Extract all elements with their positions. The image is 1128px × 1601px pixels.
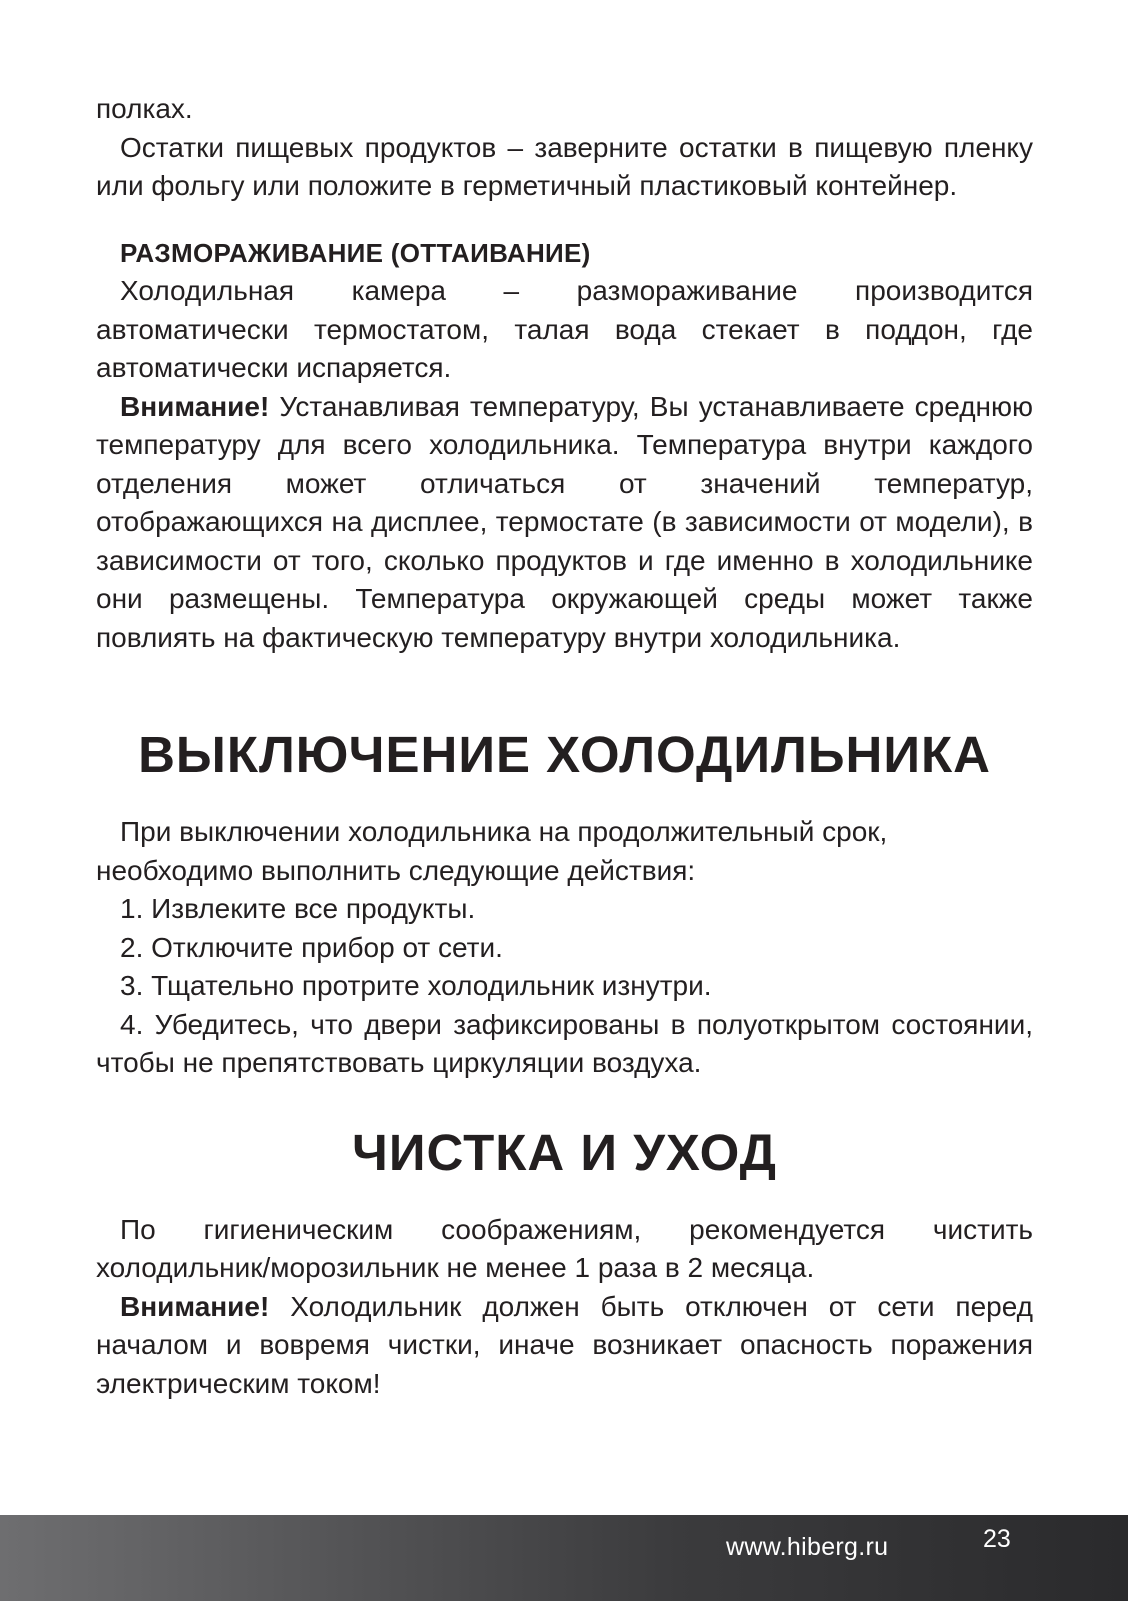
footer-website-link[interactable]: www.hiberg.ru bbox=[726, 1533, 889, 1561]
defrost-attention-text: Устанавливая температуру, Вы устанавливаете среднюю температуру для всего холодильника. Температура внутри каждого отделения может отличаться от значений температур, отображающихся на дисплее, термостате (в зависимости от модели), в зависимости от того, сколько продуктов и где именно в холодильнике они размещены. Температура окружающей среды может также повлиять на фактическую температуру внутри холодильника. bbox=[96, 390, 1034, 653]
continued-line: полках. bbox=[96, 93, 193, 124]
shutdown-step-1: 1. Извлеките все продукты. bbox=[120, 893, 476, 924]
cleaning-hygiene-text: По гигиеническим соображениям, рекомендуется чистить холодильник/морозильник не менее 1 раза в 2 месяца. bbox=[96, 1213, 1033, 1283]
continued-text bbox=[96, 90, 1033, 129]
defrost-attention-paragraph bbox=[96, 388, 1033, 658]
leftovers-paragraph bbox=[96, 129, 1033, 206]
shutdown-step-4-text: 4. Убедитесь, что двери зафиксированы в полуоткрытом состоянии, чтобы не препятствовать циркуляции воздуха. bbox=[96, 1008, 1033, 1078]
cleaning-attention-label: Внимание! bbox=[120, 1290, 270, 1322]
cleaning-section-title: ЧИСТКА И УХОД bbox=[352, 1123, 777, 1181]
cleaning-attention-paragraph bbox=[96, 1288, 1033, 1404]
shutdown-intro-paragraph bbox=[96, 813, 1033, 890]
shutdown-intro-text: При выключении холодильника на продолжительный срок, необходимо выполнить следующие действия: bbox=[96, 816, 888, 886]
page-content bbox=[96, 90, 1033, 1403]
footer-bar bbox=[0, 1515, 1128, 1601]
defrost-fridge-paragraph bbox=[96, 272, 1033, 388]
defrost-heading: РАЗМОРАЖИВАНИЕ (ОТТАИВАНИЕ) bbox=[120, 237, 591, 268]
cleaning-hygiene-paragraph bbox=[96, 1211, 1033, 1288]
attention-label: Внимание! bbox=[120, 390, 270, 422]
shutdown-section-title: ВЫКЛЮЧЕНИЕ ХОЛОДИЛЬНИКА bbox=[138, 726, 991, 783]
shutdown-step-4 bbox=[96, 1006, 1033, 1083]
shutdown-step-3: 3. Тщательно протрите холодильник изнутри. bbox=[120, 970, 712, 1001]
leftovers-text: Остатки пищевых продуктов – заверните остатки в пищевую пленку или фольгу или положите в герметичный пластиковый контейнер. bbox=[96, 131, 1033, 201]
page-number: 23 bbox=[983, 1525, 1011, 1553]
cleaning-attention-text: Холодильник должен быть отключен от сети перед началом и вовремя чистки, иначе возникает опасность поражения электрическим током! bbox=[96, 1290, 1034, 1399]
defrost-fridge-text: Холодильная камера – размораживание производится автоматически термостатом, талая вода стекает в поддон, где автоматически испаряется. bbox=[96, 275, 1033, 383]
shutdown-step-2: 2. Отключите прибор от сети. bbox=[120, 931, 503, 963]
